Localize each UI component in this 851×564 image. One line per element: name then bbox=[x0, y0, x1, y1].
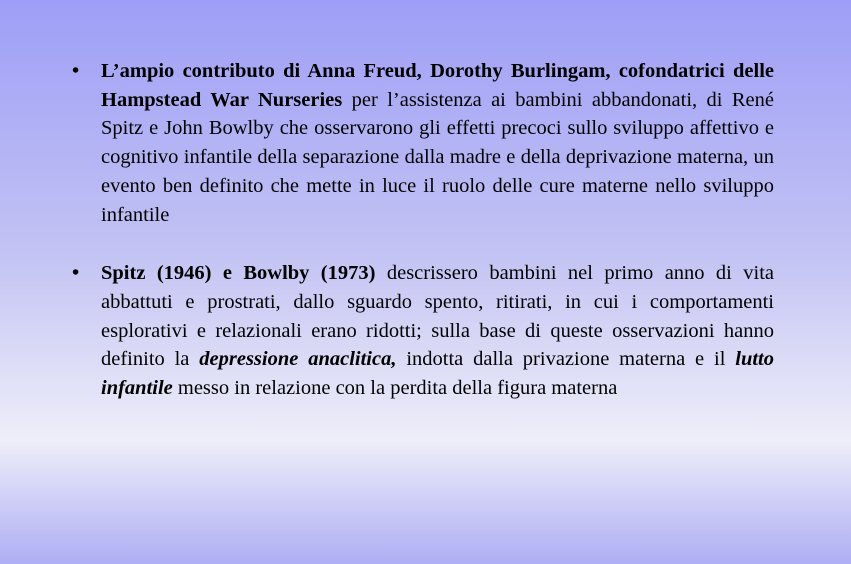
bullet-icon: • bbox=[72, 60, 80, 82]
bullet-item-freud-burlingam bbox=[72, 57, 774, 229]
bullet-1-bold-text: L’ampio contributo di Anna Freud, Dorothy Burlingam, cofondatrici delle Hampstead War Nurseries bbox=[101, 60, 774, 111]
bullet-icon: • bbox=[72, 262, 80, 285]
bullet-2-text-b: indotta dalla privazione materna e il bbox=[396, 348, 736, 371]
term-lutto-infantile: lutto infantile bbox=[101, 348, 774, 400]
term-depressione-anaclitica: depressione anaclitica, bbox=[199, 348, 397, 371]
bullet-2-text-c: messo in relazione con la perdita della figura materna bbox=[172, 377, 618, 400]
bullet-2-bold-text: Spitz (1946) e Bowlby (1973) bbox=[101, 262, 376, 285]
bullet-1-text: per l’assistenza ai bambini abbandonati, di René Spitz e John Bowlby che osservarono gli effetti precoci sullo sviluppo affettivo e cognitivo infantile della separazione dalla madre e della deprivazione materna, un evento ben definito che mette in luce il ruolo delle cure materne nello sviluppo infantile bbox=[101, 88, 774, 226]
bullet-2-text-a: descrissero bambini nel primo anno di vita abbattuti e prostrati, dallo sguardo spento, ritirati, in cui i comportamenti esplorativi e relazionali erano ridotti; sulla base di queste osservazioni hanno definito la bbox=[101, 262, 775, 371]
bullet-item-spitz-bowlby bbox=[72, 259, 774, 403]
bullet-list bbox=[72, 57, 774, 403]
